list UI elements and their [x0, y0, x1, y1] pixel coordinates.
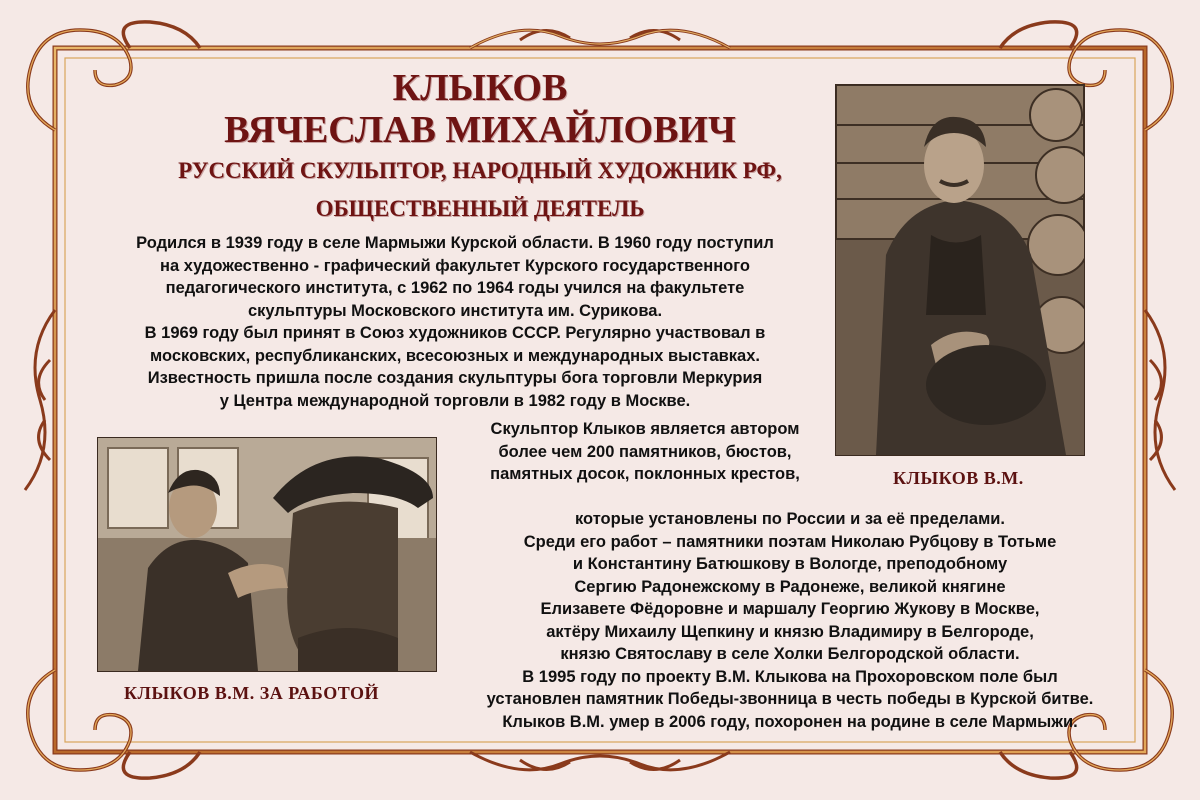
portrait-caption: КЛЫКОВ В.М. [893, 468, 1024, 488]
biography-paragraph-3 [440, 508, 1140, 733]
portrait-photo [835, 84, 1085, 456]
bio-line: Родился в 1939 году в селе Мармыжи Курской области. В 1960 году поступил [136, 234, 774, 252]
bio-line: Клыков В.М. умер в 2006 году, похоронен на родине в селе Мармыжи. [502, 712, 1078, 731]
bio-line: более чем 200 памятников, бюстов, [498, 442, 792, 461]
bio-line: скульптуры Московского института им. Сурикова. [247, 301, 663, 320]
subtitle-line-1: РУССКИЙ СКУЛЬПТОР, НАРОДНЫЙ ХУДОЖНИК РФ, [178, 158, 782, 183]
bio-line: В 1969 году был принят в Союз художников СССР. Регулярно участвовал в [144, 324, 766, 342]
biography-paragraph-2 [440, 418, 850, 486]
bio-line: педагогического института, с 1962 по 1964 годы учился на факультете [165, 279, 745, 297]
bio-line: у Центра международной торговли в 1982 году в Москве. [219, 391, 691, 410]
bio-line: Скульптор Клыков является автором [490, 420, 800, 438]
biography-paragraph-1 [80, 232, 830, 412]
bio-line: В 1995 году по проекту В.М. Клыкова на Прохоровском поле был [522, 667, 1058, 686]
bio-line: и Константину Батюшкову в Вологде, преподобному [572, 555, 1008, 573]
bio-line: Елизавете Фёдоровне и маршалу Георгию Жукову в Москве, [540, 600, 1040, 618]
bio-line: Сергию Радонежскому в Радонеже, великой княгине [574, 577, 1006, 596]
bio-line: московских, республиканских, всесоюзных и международных выставках. [150, 346, 760, 365]
bio-line: князю Святославу в селе Холки Белгородской области. [560, 645, 1020, 663]
subtitle-line-2: ОБЩЕСТВЕННЫЙ ДЕЯТЕЛЬ [315, 196, 645, 221]
name-line-1: КЛЫКОВ [392, 67, 568, 109]
name-line-2: ВЯЧЕСЛАВ МИХАЙЛОВИЧ [224, 109, 736, 151]
bio-line: памятных досок, поклонных крестов, [490, 465, 800, 483]
bio-line: установлен памятник Победы-звонница в честь победы в Курской битве. [486, 690, 1094, 708]
work-photo [97, 437, 437, 672]
bio-line: Известность пришла после создания скульптуры бога торговли Меркурия [147, 369, 763, 387]
work-illustration [98, 438, 436, 671]
bio-line: на художественно - графический факультет Курского государственного [160, 256, 750, 275]
bio-line: Среди его работ – памятники поэтам Николаю Рубцову в Тотьме [523, 532, 1057, 551]
bio-line: которые установлены по России и за её пределами. [574, 510, 1005, 528]
bio-line: актёру Михаилу Щепкину и князю Владимиру в Белгороде, [546, 622, 1034, 641]
portrait-illustration [836, 85, 1084, 455]
work-caption: КЛЫКОВ В.М. ЗА РАБОТОЙ [124, 683, 379, 703]
